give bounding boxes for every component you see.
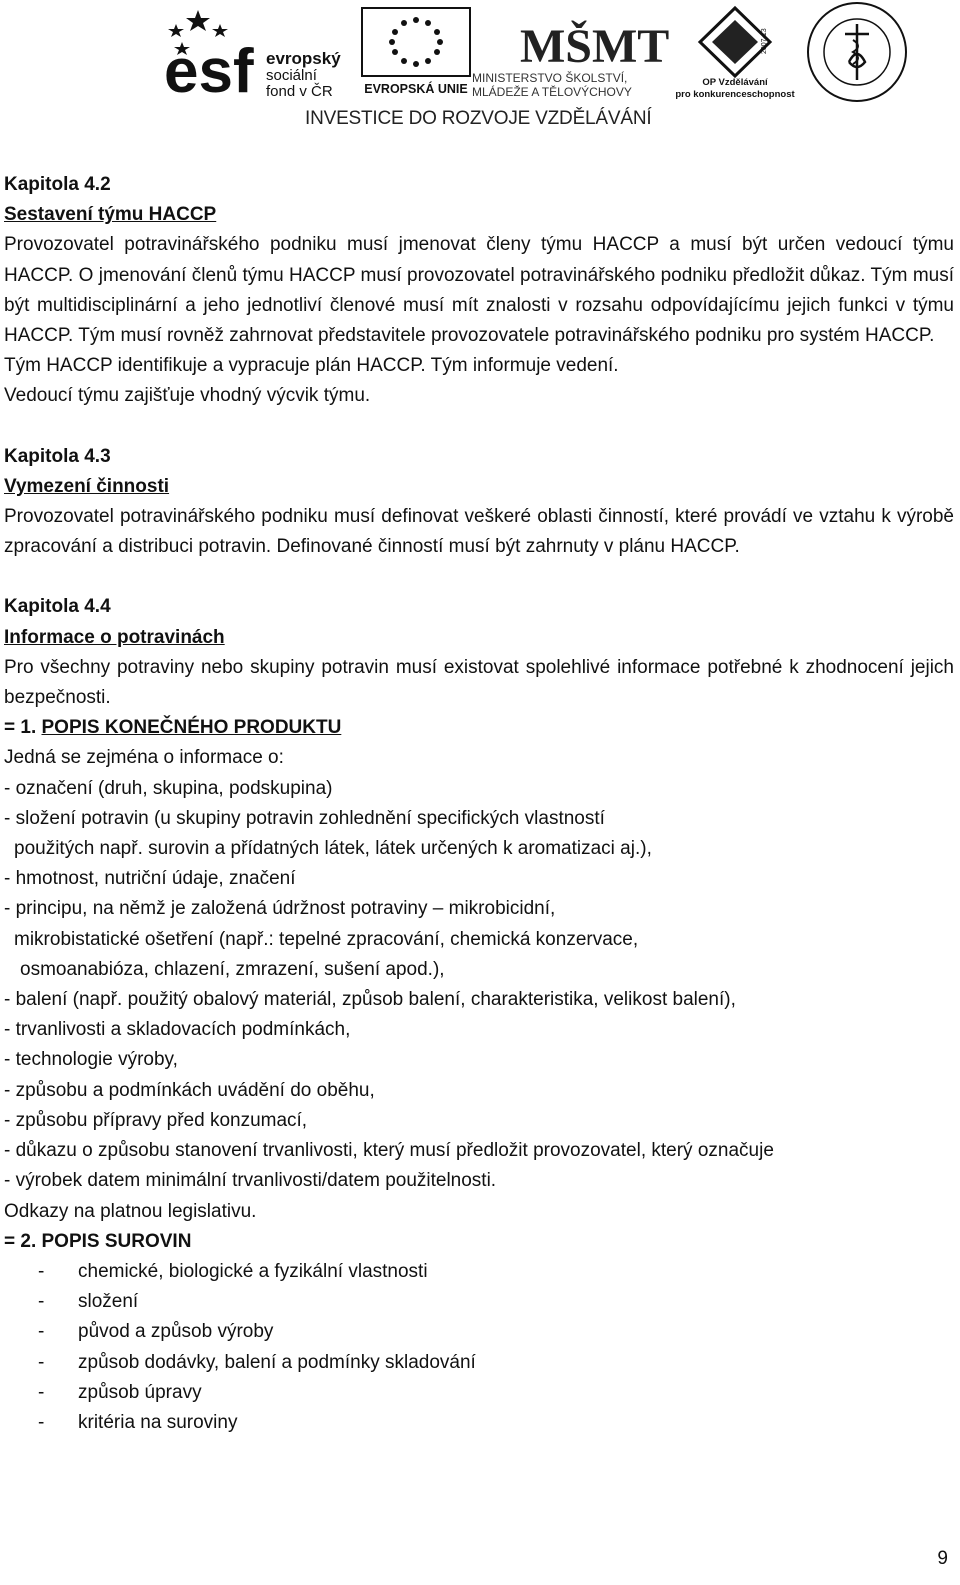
- list-line: - principu, na němž je založená údržnost potraviny – mikrobicidní,: [4, 898, 556, 920]
- dash-marker: -: [38, 1351, 45, 1373]
- sub2-title: POPIS SUROVIN: [41, 1230, 192, 1252]
- msmt-line2: MLÁDEŽE A TĚLOVÝCHOVY: [472, 85, 632, 99]
- esf-line3: fond v ČR: [266, 83, 333, 98]
- list-line: - označení (druh, skupina, podskupina): [4, 777, 333, 799]
- msmt-line1: MINISTERSTVO ŠKOLSTVÍ,: [472, 71, 628, 85]
- raw-material-text: způsob úpravy: [78, 1381, 202, 1403]
- msmt-mark: MŠMT: [520, 20, 670, 73]
- document-body: [4, 170, 954, 1438]
- list-line: - způsobu přípravy před konzumací,: [4, 1109, 308, 1131]
- logo-bar: [150, 0, 910, 140]
- raw-material-text: chemické, biologické a fyzikální vlastnosti: [78, 1260, 428, 1282]
- dash-marker: -: [38, 1411, 45, 1433]
- raw-material-text: způsob dodávky, balení a podmínky skladování: [78, 1351, 476, 1373]
- sub2-prefix: = 2.: [4, 1230, 42, 1252]
- list-line-continued: mikrobistatické ošetření (např.: tepelné zpracování, chemická konzervace,: [14, 928, 639, 950]
- sub1-intro: Jedná se zejména o informace o:: [4, 747, 284, 769]
- raw-material-item: [4, 1378, 954, 1408]
- eu-label: EVROPSKÁ UNIE: [364, 82, 468, 96]
- chapter-4-2-heading: Kapitola 4.2: [4, 174, 111, 195]
- section-title-team: Sestavení týmu HACCP: [4, 204, 217, 226]
- list-line: - důkazu o způsobu stanovení trvanlivosti, který musí předložit provozovatel, který označuje: [4, 1140, 774, 1162]
- section-title-scope: Vymezení činnosti: [4, 475, 170, 497]
- raw-material-item: [4, 1348, 954, 1378]
- op-years: 2007-13: [761, 28, 768, 54]
- dash-marker: -: [38, 1381, 45, 1403]
- legislation-note: Odkazy na platnou legislativu.: [4, 1200, 257, 1222]
- raw-material-item: [4, 1257, 954, 1287]
- op-line2: pro konkurenceschopnost: [675, 89, 795, 100]
- section-title-food-info: Informace o potravinách: [4, 626, 225, 648]
- dash-marker: -: [38, 1260, 45, 1282]
- msmt-logo-graphic: [470, 4, 670, 100]
- list-line: - trvanlivosti a skladovacích podmínkách,: [4, 1019, 351, 1041]
- esf-line1: evropský: [266, 49, 341, 68]
- dash-marker: -: [38, 1291, 45, 1313]
- sec44-paragraph: Pro všechny potraviny nebo skupiny potravin musí existovat spolehlivé informace potřebné k zhodnocení jejich bezpečnosti.: [4, 656, 954, 709]
- subheading-raw-materials: [4, 1227, 954, 1257]
- esf-logo: [158, 6, 348, 98]
- subheading-final-product: [4, 713, 954, 743]
- op-logo: [670, 4, 800, 100]
- chapter-4-3-heading: Kapitola 4.3: [4, 445, 111, 467]
- esf-line2: sociální: [266, 67, 317, 84]
- list-line: - technologie výroby,: [4, 1049, 178, 1071]
- raw-material-text: složení: [78, 1291, 139, 1313]
- banner-text: INVESTICE DO ROZVOJE VZDĚLÁVÁNÍ: [305, 108, 652, 129]
- list-line: - balení (např. použitý obalový materiál, způsob balení, charakteristika, velikost balení),: [4, 989, 736, 1011]
- sub1-title: POPIS KONEČNÉHO PRODUKTU: [41, 717, 342, 739]
- page-number: 9: [937, 1548, 948, 1569]
- dash-marker: -: [38, 1321, 45, 1343]
- chapter-4-4-heading: Kapitola 4.4: [4, 596, 111, 618]
- msmt-logo: [470, 4, 670, 100]
- op-line1: OP Vzdělávání: [702, 77, 768, 88]
- sub1-prefix: = 1.: [4, 717, 42, 739]
- list-line: - hmotnost, nutriční údaje, značení: [4, 868, 296, 890]
- eu-flag-icon: [360, 6, 472, 96]
- list-line-continued: osmoanabióza, chlazení, zmrazení, sušení apod.),: [20, 958, 445, 980]
- sec42-line-training: Vedoucí týmu zajišťuje vhodný výcvik týmu.: [4, 385, 371, 407]
- raw-material-item: [4, 1317, 954, 1347]
- list-line: - způsobu a podmínkách uvádění do oběhu,: [4, 1079, 375, 1101]
- sec43-paragraph: Provozovatel potravinářského podniku musí definovat veškeré oblasti činností, které provádí ve vztahu k výrobě zpracování a distribuci potravin. Definované činností musí být zahrnuty v plánu HACCP.: [4, 506, 954, 558]
- esf-logo-graphic: [158, 6, 348, 98]
- list-line: - výrobek datem minimální trvanlivosti/datem použitelnosti.: [4, 1170, 497, 1192]
- raw-material-item: [4, 1287, 954, 1317]
- raw-material-text: původ a způsob výroby: [78, 1321, 274, 1343]
- esf-mark: esf: [164, 37, 254, 98]
- sec42-paragraph: Provozovatel potravinářského podniku musí jmenovat členy týmu HACCP a musí být určen vedoucí týmu HACCP. O jmenování členů týmu HACCP musí provozovatel potravinářského podniku předložit důkaz. Tým musí být multidisciplinární a jeho jednotliví členové musí mít znalosti v rozsahu odpovídajícímu jejich funkci v týmu HACCP. Tým musí rovněž zahrnovat představitele provozovatele potravinářského podniku pro systém HACCP.: [4, 234, 954, 347]
- raw-material-text: kritéria na suroviny: [78, 1411, 238, 1433]
- eu-logo: [360, 6, 472, 96]
- op-logo-graphic: [670, 4, 800, 100]
- list-line: - složení potravin (u skupiny potravin zohlednění specifických vlastností: [4, 807, 605, 829]
- sec42-line-plan: Tým HACCP identifikuje a vypracuje plán HACCP. Tým informuje vedení.: [4, 355, 619, 377]
- vfu-seal-graphic: [805, 0, 909, 104]
- vfu-seal: [805, 0, 909, 104]
- raw-material-item: [4, 1408, 954, 1438]
- list-line-continued: použitých např. surovin a přídatných látek, látek určených k aromatizaci aj.),: [14, 838, 652, 860]
